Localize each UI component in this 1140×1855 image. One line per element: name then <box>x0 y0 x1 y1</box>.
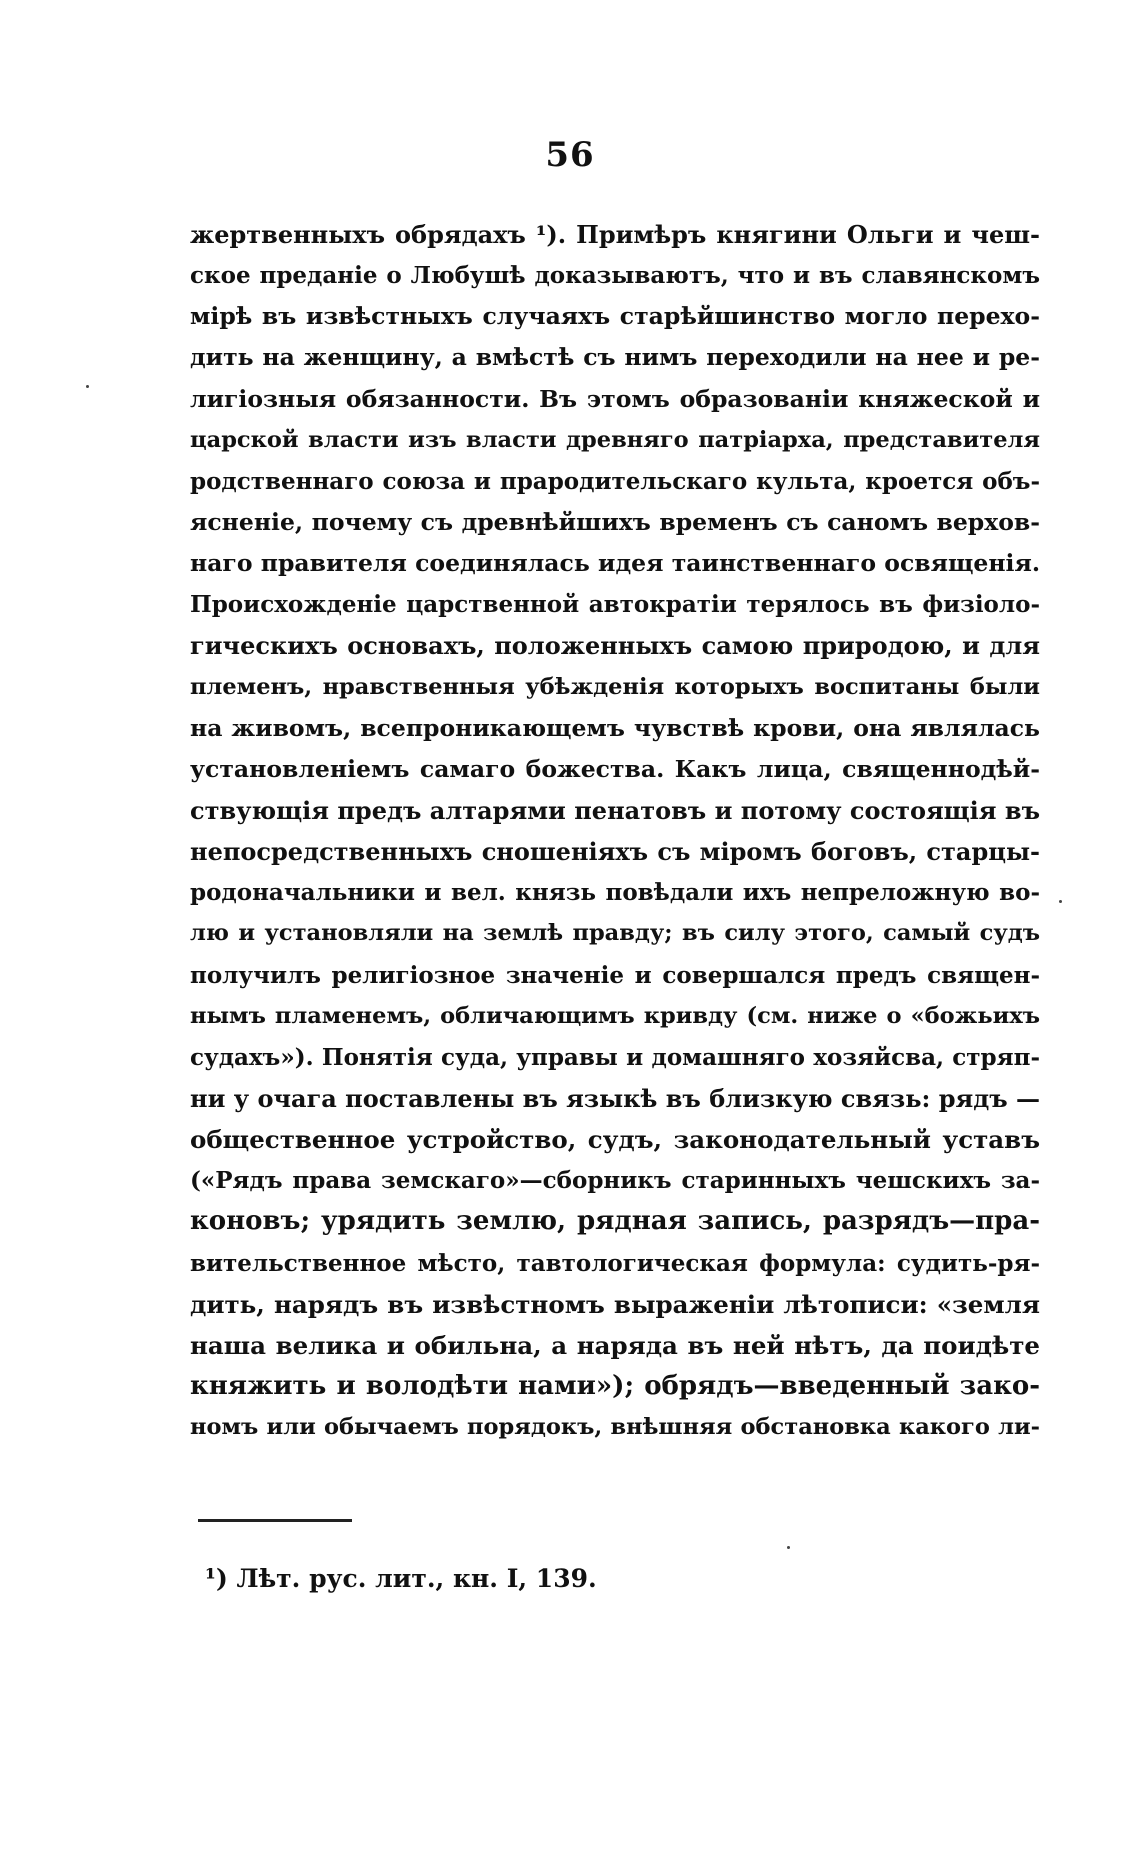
text-line: племенъ, нравственныя убѣжденія которыхъ воспитаны были <box>190 673 1040 700</box>
text-line: дить на женщину, а вмѣстѣ съ нимъ переходили на нее и ре- <box>190 343 1040 372</box>
text-line: родственнаго союза и прародительскаго культа, кроется объ- <box>190 467 1040 495</box>
text-line: родоначальники и вел. князь повѣдали ихъ непреложную во- <box>190 879 1040 907</box>
text-line: Происхожденіе царственной автократіи терялось въ физіоло- <box>190 591 1040 619</box>
text-line: ствующія предъ алтарями пенатовъ и потому состоящія въ <box>190 795 1040 825</box>
footnote-divider <box>198 1519 352 1522</box>
text-line: судахъ»). Понятія суда, управы и домашняго хозяйсва, стряп- <box>190 1043 1040 1071</box>
text-line: нымъ пламенемъ, обличающимъ кривду (см. ниже о «божьихъ <box>190 1002 1040 1029</box>
text-line: получилъ религіозное значеніе и совершался предъ священ- <box>190 961 1040 989</box>
scan-speck <box>787 1546 790 1549</box>
text-line: лю и установляли на землѣ правду; въ силу этого, самый судъ <box>190 920 1040 947</box>
text-line: жертвенныхъ обрядахъ ¹). Примѣръ княгини Ольги и чеш- <box>190 220 1040 249</box>
footnote: ¹) Лѣт. рус. лит., кн. I, 139. <box>205 1564 597 1593</box>
scan-speck <box>1059 900 1062 903</box>
text-line: лигіозныя обязанности. Въ этомъ образованіи княжеской и <box>190 384 1040 413</box>
text-line: коновъ; урядить землю, рядная запись, разрядъ—пра- <box>190 1206 1040 1237</box>
text-line: ни у очага поставлены въ языкѣ въ близкую связь: рядъ — <box>190 1083 1041 1113</box>
page-number: 56 <box>545 135 595 175</box>
text-line: мірѣ въ извѣстныхъ случаяхъ старѣйшинство могло перехо- <box>190 302 1040 331</box>
text-line: ясненіе, почему съ древнѣйшихъ временъ съ саномъ верхов- <box>190 507 1040 536</box>
text-line: номъ или обычаемъ порядокъ, внѣшняя обстановка какого ли- <box>190 1414 1040 1441</box>
text-line: царской власти изъ власти древняго патріарха, представителя <box>190 426 1040 453</box>
text-line: наго правителя соединялась идея таинственнаго освященія. <box>190 549 1040 578</box>
text-line: княжить и володѣти нами»); обрядъ—введенный зако- <box>190 1370 1040 1401</box>
text-line: непосредственныхъ сношеніяхъ съ міромъ боговъ, старцы- <box>190 837 1040 867</box>
text-line: («Рядъ права земскаго»—сборникъ старинныхъ чешскихъ за- <box>190 1167 1040 1195</box>
text-line: дить, нарядъ въ извѣстномъ выраженіи лѣтописи: «земля <box>190 1289 1040 1319</box>
text-line: наша велика и обильна, а наряда въ ней нѣтъ, да поидѣте <box>190 1330 1040 1360</box>
body-text <box>190 214 1040 1448</box>
scan-speck <box>86 385 89 388</box>
text-line: гическихъ основахъ, положенныхъ самою природою, и для <box>190 631 1040 661</box>
text-line: ское преданіе о Любушѣ доказываютъ, что и въ славянскомъ <box>190 262 1040 290</box>
text-line: на живомъ, всепроникающемъ чувствѣ крови, она являлась <box>190 713 1040 742</box>
text-line: общественное устройство, судъ, законодательный уставъ <box>190 1125 1040 1155</box>
text-line: установленіемъ самаго божества. Какъ лица, священнодѣй- <box>190 754 1040 783</box>
text-line: вительственное мѣсто, тавтологическая формула: судить-ря- <box>190 1249 1040 1277</box>
